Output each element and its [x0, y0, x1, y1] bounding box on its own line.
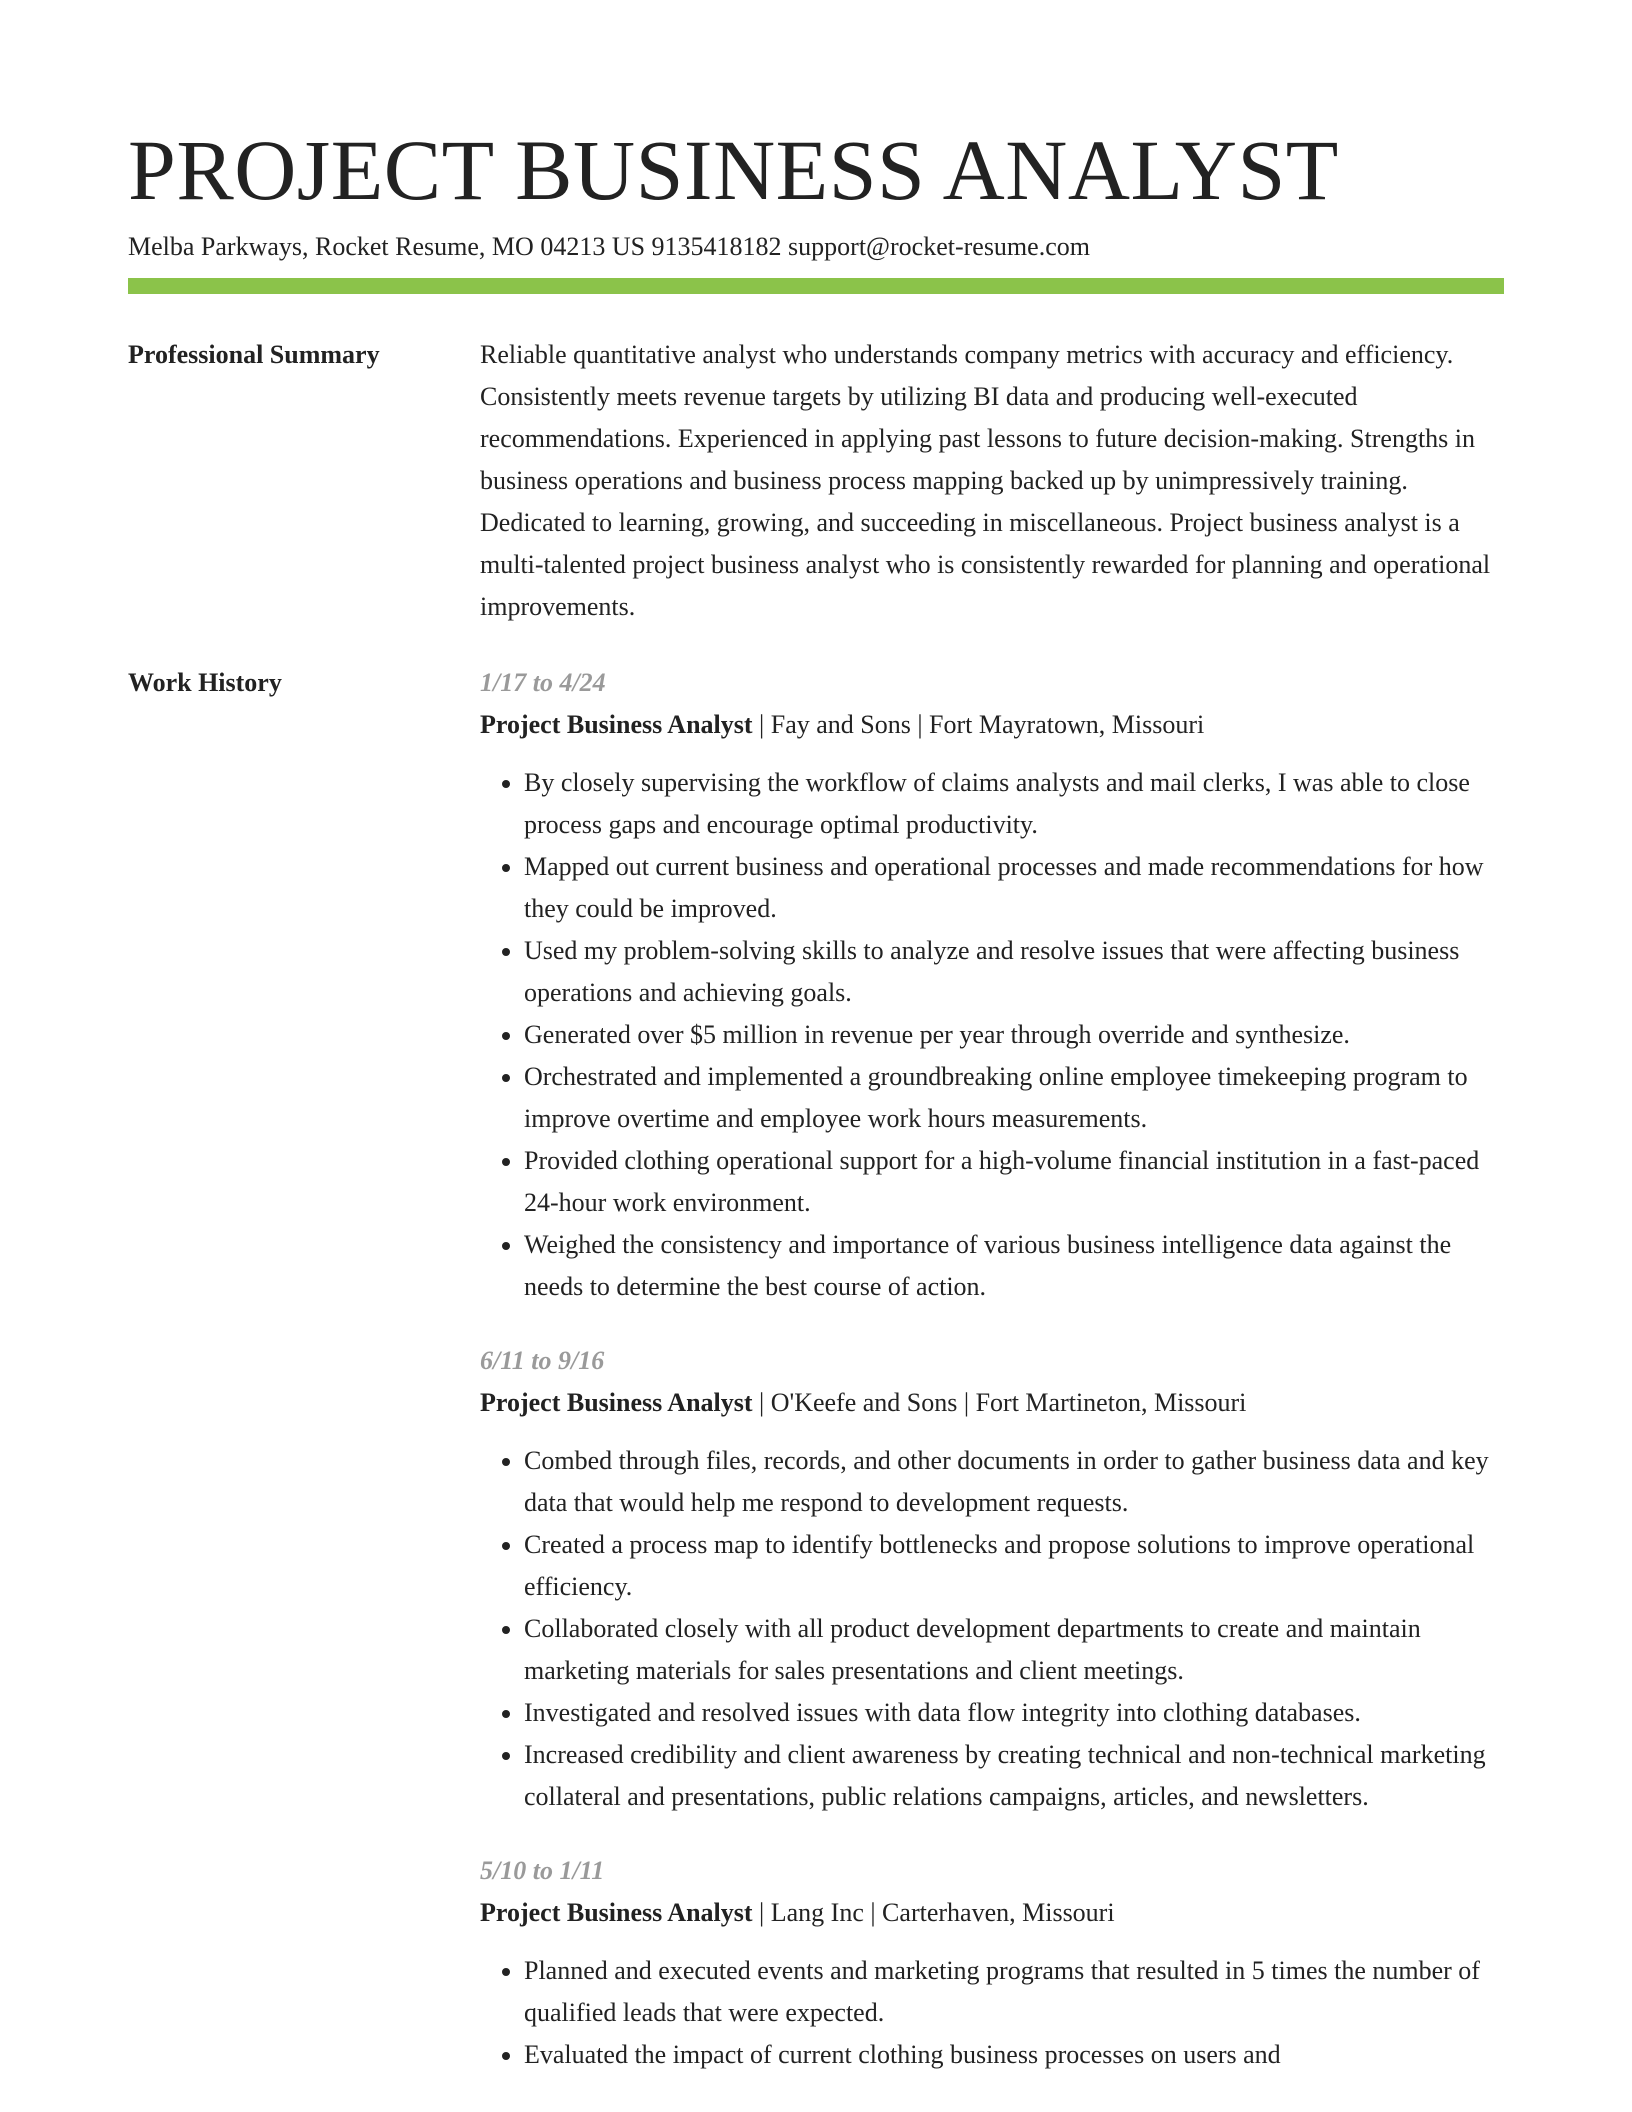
job-bullets: [480, 1950, 1504, 2076]
job-bullet: • Weighed the consistency and importance of various business intelligence data against the needs to determine the best course of action.: [524, 1224, 1504, 1308]
job-bullet: • Increased credibility and client awareness by creating technical and non-technical marketing collateral and presentations, public relations campaigns, articles, and newsletters.: [524, 1734, 1504, 1818]
job-heading: [480, 704, 1504, 746]
contact-line: Melba Parkways, Rocket Resume, MO 04213 US 9135418182 support@rocket-resume.com: [128, 232, 1090, 261]
job-dates: 1/17 to 4/24: [480, 668, 606, 697]
job-bullet: • By closely supervising the workflow of claims analysts and mail clerks, I was able to close process gaps and encourage optimal productivity.: [524, 762, 1504, 846]
job-bullet: • Investigated and resolved issues with data flow integrity into clothing databases.: [524, 1692, 1504, 1734]
summary-text: Reliable quantitative analyst who understands company metrics with accuracy and efficiency. Consistently meets revenue targets by utilizing BI data and producing well-executed recommendations. Experienced in applying past lessons to future decision-making. Strengths in business operations and business process mapping backed up by unimpressively training. Dedicated to learning, growing, and succeeding in miscellaneous. Project business analyst is a multi-talented project business analyst who is consistently rewarded for planning and operational improvements.: [480, 340, 1491, 621]
job-entry: [480, 1850, 1504, 2076]
job-bullet: • Generated over $5 million in revenue per year through override and synthesize.: [524, 1014, 1504, 1056]
job-title: Project Business Analyst: [480, 1388, 753, 1417]
resume-page: [128, 0, 1504, 2076]
job-bullet: • Used my problem-solving skills to analyze and resolve issues that were affecting business operations and achieving goals.: [524, 930, 1504, 1014]
job-bullet: • Collaborated closely with all product development departments to create and maintain marketing materials for sales presentations and client meetings.: [524, 1608, 1504, 1692]
job-bullets: [480, 762, 1504, 1308]
job-bullet: • Mapped out current business and operational processes and made recommendations for how they could be improved.: [524, 846, 1504, 930]
job-details: | Fay and Sons | Fort Mayratown, Missouri: [752, 710, 1205, 739]
job-details: | Lang Inc | Carterhaven, Missouri: [752, 1898, 1115, 1927]
work-history-section: [128, 662, 1504, 2076]
job-dates: 5/10 to 1/11: [480, 1856, 605, 1885]
job-bullet: • Planned and executed events and marketing programs that resulted in 5 times the number of qualified leads that were expected.: [524, 1950, 1504, 2034]
job-entry: [480, 1340, 1504, 1818]
job-heading: [480, 1382, 1504, 1424]
job-bullet: • Combed through files, records, and other documents in order to gather business data and key data that would help me respond to development requests.: [524, 1440, 1504, 1524]
summary-heading: Professional Summary: [128, 340, 380, 369]
resume-title: PROJECT BUSINESS ANALYST: [128, 122, 1339, 218]
job-dates: 6/11 to 9/16: [480, 1346, 605, 1375]
job-bullet: • Created a process map to identify bottlenecks and propose solutions to improve operational efficiency.: [524, 1524, 1504, 1608]
job-heading: [480, 1892, 1504, 1934]
job-bullet: • Provided clothing operational support for a high-volume financial institution in a fast-paced 24-hour work environment.: [524, 1140, 1504, 1224]
summary-section: [128, 334, 1504, 628]
job-bullet: • Orchestrated and implemented a groundbreaking online employee timekeeping program to improve overtime and employee work hours measurements.: [524, 1056, 1504, 1140]
job-bullets: [480, 1440, 1504, 1818]
job-entry: [480, 662, 1504, 1308]
job-title: Project Business Analyst: [480, 1898, 753, 1927]
job-bullet: • Evaluated the impact of current clothing business processes on users and: [524, 2034, 1504, 2076]
work-history-heading: Work History: [128, 668, 282, 697]
accent-divider: [128, 278, 1504, 294]
job-details: | O'Keefe and Sons | Fort Martineton, Missouri: [752, 1388, 1247, 1417]
job-title: Project Business Analyst: [480, 710, 753, 739]
